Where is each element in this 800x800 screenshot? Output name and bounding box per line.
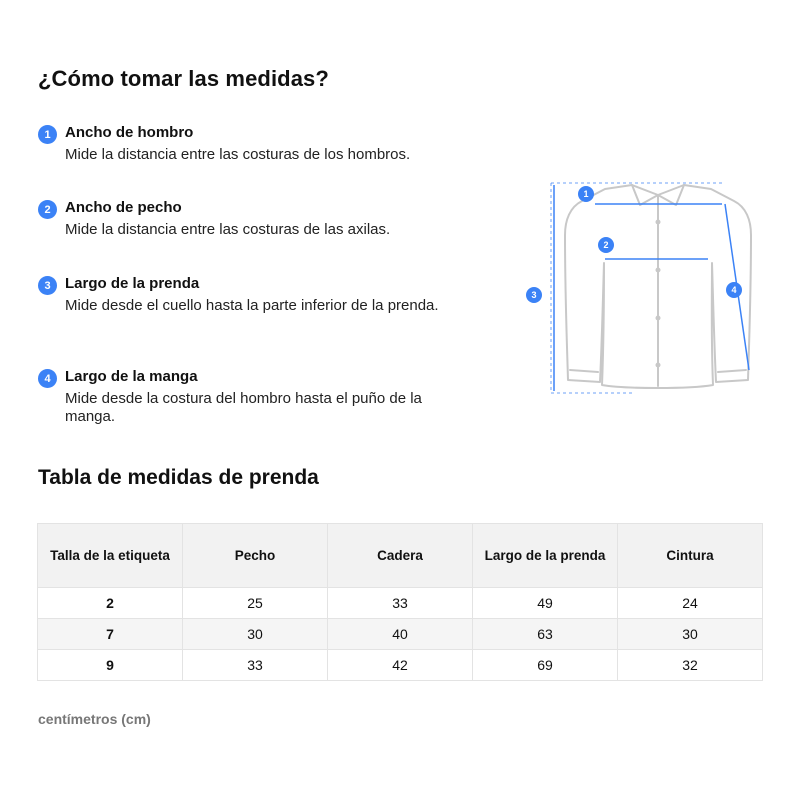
page-title: ¿Cómo tomar las medidas? bbox=[38, 66, 329, 91]
table-cell: 9 bbox=[38, 650, 183, 681]
step-description: Mide la distancia entre las costuras de las axilas. bbox=[65, 221, 391, 238]
table-cell: 49 bbox=[473, 588, 618, 619]
step-title: Largo de la manga bbox=[65, 368, 198, 385]
table-cell: 25 bbox=[183, 588, 328, 619]
table-row bbox=[38, 619, 763, 650]
marker-3: 3 bbox=[526, 287, 542, 303]
table-cell: 30 bbox=[183, 619, 328, 650]
table-cell: 30 bbox=[618, 619, 763, 650]
column-header: Pecho bbox=[183, 524, 328, 588]
table-cell: 24 bbox=[618, 588, 763, 619]
table-cell: 33 bbox=[328, 588, 473, 619]
step-description: Mide desde el cuello hasta la parte inferior de la prenda. bbox=[65, 297, 439, 314]
table-cell: 40 bbox=[328, 619, 473, 650]
size-table bbox=[37, 523, 763, 681]
table-cell: 69 bbox=[473, 650, 618, 681]
table-cell: 42 bbox=[328, 650, 473, 681]
column-header: Talla de la etiqueta bbox=[38, 524, 183, 588]
step-number-badge: 3 bbox=[38, 276, 57, 295]
table-cell: 2 bbox=[38, 588, 183, 619]
table-row bbox=[38, 588, 763, 619]
step-number-badge: 2 bbox=[38, 200, 57, 219]
step-title: Ancho de hombro bbox=[65, 124, 194, 141]
step-description: Mide desde la costura del hombro hasta el puño de la manga. bbox=[65, 390, 422, 425]
marker-1: 1 bbox=[578, 186, 594, 202]
unit-note: centímetros (cm) bbox=[38, 711, 151, 727]
table-cell: 7 bbox=[38, 619, 183, 650]
step-description: Mide la distancia entre las costuras de los hombros. bbox=[65, 146, 411, 163]
step-number-badge: 4 bbox=[38, 369, 57, 388]
step-number-badge: 1 bbox=[38, 125, 57, 144]
column-header: Cadera bbox=[328, 524, 473, 588]
table-header-row bbox=[38, 524, 763, 588]
marker-2: 2 bbox=[598, 237, 614, 253]
step-title: Ancho de pecho bbox=[65, 199, 182, 216]
shirt-measurement-diagram bbox=[520, 175, 770, 400]
table-cell: 32 bbox=[618, 650, 763, 681]
column-header: Cintura bbox=[618, 524, 763, 588]
table-cell: 33 bbox=[183, 650, 328, 681]
table-title: Tabla de medidas de prenda bbox=[38, 466, 319, 489]
table-row bbox=[38, 650, 763, 681]
column-header: Largo de la prenda bbox=[473, 524, 618, 588]
table-cell: 63 bbox=[473, 619, 618, 650]
step-title: Largo de la prenda bbox=[65, 275, 200, 292]
marker-4: 4 bbox=[726, 282, 742, 298]
